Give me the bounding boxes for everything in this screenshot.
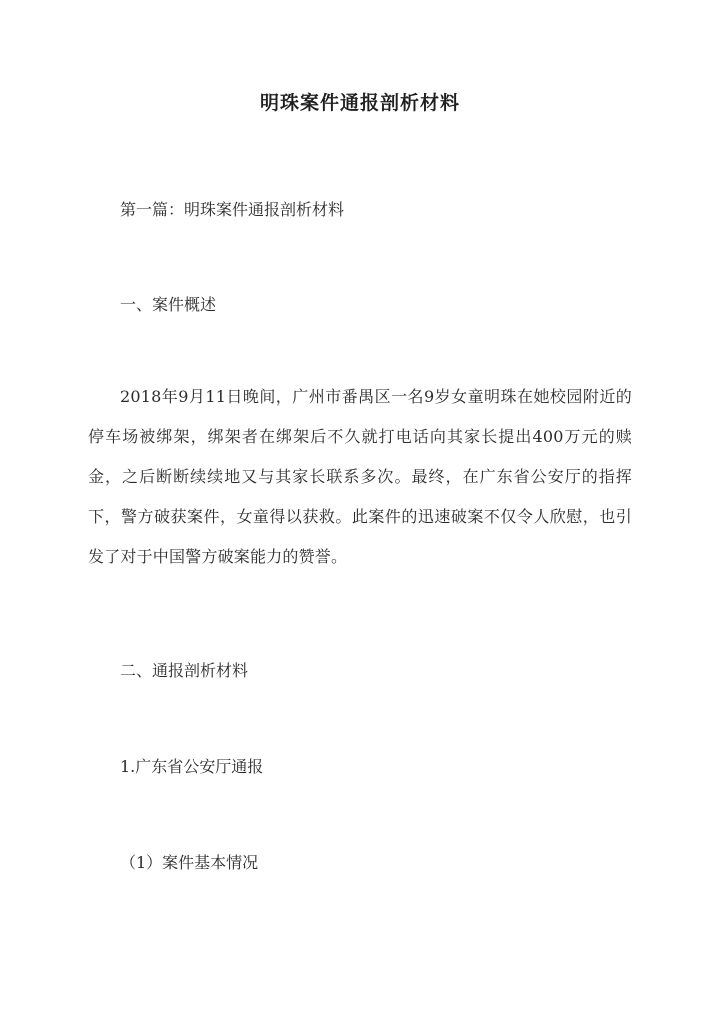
section-heading-overview: 一、案件概述 xyxy=(120,295,217,314)
overview-paragraph: 2018年9月11日晚间，广州市番禺区一名9岁女童明珠在她校园附近的停车场被绑架，绑架者在绑架后不久就打电话向其家长提出400万元的赎金，之后断断续续地又与其家长联系多次。最终，在广东省公安厅的指挥下，警方破获案件，女童得以获救。此案件的迅速破案不仅令人欣慰，也引发了对于中国警方破案能力的赞誉。 xyxy=(88,387,632,566)
section-heading-analysis: 二、通报剖析材料 xyxy=(120,661,249,680)
document-title: 明珠案件通报剖析材料 xyxy=(259,92,460,114)
item-heading-basic-situation: （1）案件基本情况 xyxy=(120,853,259,872)
chapter-heading: 第一篇：明珠案件通报剖析材料 xyxy=(120,200,345,219)
subsection-heading-guangdong-report: 1.广东省公安厅通报 xyxy=(120,757,264,776)
